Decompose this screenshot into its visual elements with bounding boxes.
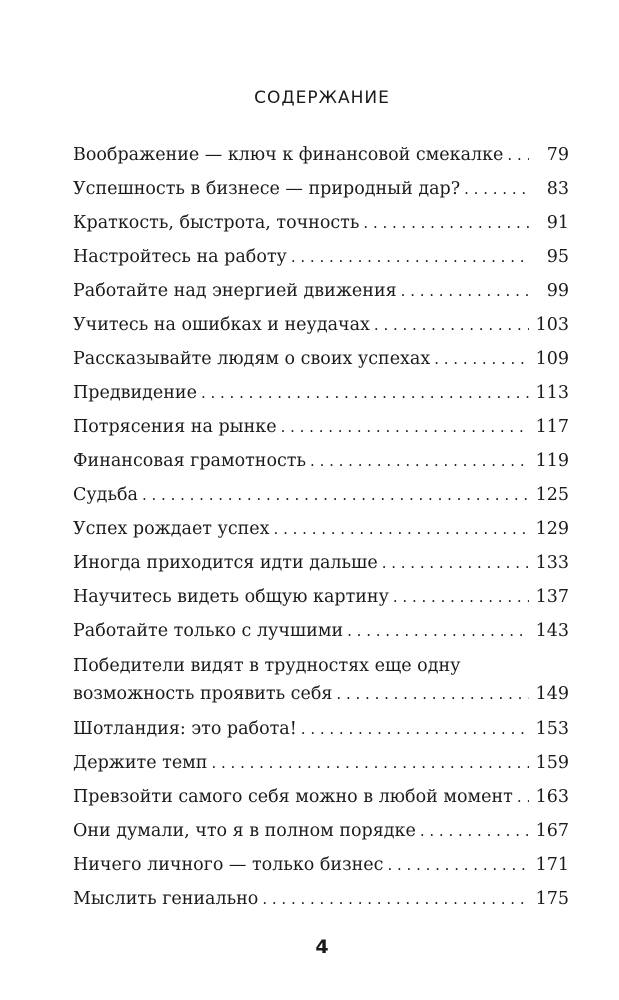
toc-entry-page: 133 <box>535 553 569 573</box>
leader-dots <box>401 274 529 308</box>
toc-entry-title: возможность проявить себя <box>73 680 336 708</box>
toc-entry-page: 95 <box>546 247 569 267</box>
toc-entry-title: Финансовая грамотность <box>73 444 310 478</box>
toc-entry <box>73 172 569 206</box>
toc-entry <box>73 882 569 916</box>
toc-entry-title: Краткость, быстрота, точность <box>73 206 363 240</box>
toc-entry-title: Потрясения на рынке <box>73 410 281 444</box>
toc-entry-page: 119 <box>535 451 569 471</box>
toc-entry <box>73 546 569 580</box>
toc-entry-title: Успех рождает успех <box>73 512 274 546</box>
toc-entry-title: Держите темп <box>73 746 211 780</box>
toc-entry-page: 129 <box>535 519 569 539</box>
leader-dots <box>434 342 529 376</box>
toc-entry <box>73 444 569 478</box>
leader-dots <box>507 138 529 172</box>
leader-dots <box>142 478 529 512</box>
toc-entry <box>73 478 569 512</box>
toc-entry-title: Воображение — ключ к финансовой смекалке <box>73 138 507 172</box>
toc-entry <box>73 746 569 780</box>
toc-entry <box>73 274 569 308</box>
toc-entry-title-line1: Победители видят в трудностях еще одну <box>73 656 461 676</box>
toc-entry-page: 125 <box>535 485 569 505</box>
toc-entry-title: Судьба <box>73 478 142 512</box>
toc-entry-title: Работайте только с лучшими <box>73 614 347 648</box>
toc-entry-page: 163 <box>535 787 569 807</box>
leader-dots <box>301 712 529 746</box>
leader-dots <box>420 814 529 848</box>
leader-dots <box>347 614 529 648</box>
toc-entry-page: 109 <box>535 349 569 369</box>
toc-entry <box>73 848 569 882</box>
leader-dots <box>363 206 529 240</box>
toc-entry-page: 113 <box>535 383 569 403</box>
toc-entry-title: Превзойти самого себя можно в любой момент <box>73 780 517 814</box>
toc-entry-title: Мыслить гениально <box>73 882 262 916</box>
toc-entry <box>73 138 569 172</box>
toc-entry-title: Учитесь на ошибках и неудачах <box>73 308 374 342</box>
leader-dots <box>387 848 529 882</box>
toc-entry-page: 99 <box>546 281 569 301</box>
toc-entry-title: Работайте над энергией движения <box>73 274 401 308</box>
toc-entry-title: Предвидение <box>73 376 201 410</box>
toc-entry <box>73 614 569 648</box>
leader-dots <box>336 680 529 708</box>
leader-dots <box>274 512 529 546</box>
toc-entry-page: 153 <box>535 719 569 739</box>
toc-entry-page: 167 <box>535 821 569 841</box>
toc-entry-page: 91 <box>546 213 569 233</box>
toc-entry-title: Они думали, что я в полном порядке <box>73 814 420 848</box>
toc-entry <box>73 814 569 848</box>
leader-dots <box>382 546 529 580</box>
leader-dots <box>374 308 529 342</box>
toc-entry <box>73 512 569 546</box>
toc-entry-title: Настройтесь на работу <box>73 240 291 274</box>
table-of-contents <box>73 138 569 916</box>
toc-entry-page: 83 <box>546 179 569 199</box>
toc-entry-page: 175 <box>535 889 569 909</box>
toc-entry-page: 171 <box>535 855 569 875</box>
toc-entry <box>73 206 569 240</box>
toc-entry-page: 137 <box>535 587 569 607</box>
toc-entry-page: 103 <box>535 315 569 335</box>
toc-entry-title: Иногда приходится идти дальше <box>73 546 382 580</box>
toc-entry-page: 159 <box>535 753 569 773</box>
toc-entry <box>73 652 569 710</box>
toc-entry-title: Научитесь видеть общую картину <box>73 580 393 614</box>
leader-dots <box>464 172 529 206</box>
page-title: СОДЕРЖАНИЕ <box>254 88 390 108</box>
toc-entry <box>73 342 569 376</box>
toc-entry-page: 79 <box>546 145 569 165</box>
toc-entry-title: Шотландия: это работа! <box>73 712 301 746</box>
toc-entry <box>73 712 569 746</box>
toc-entry-page: 149 <box>535 684 569 704</box>
toc-entry <box>73 376 569 410</box>
toc-entry <box>73 240 569 274</box>
leader-dots <box>262 882 529 916</box>
page-number: 4 <box>315 936 329 958</box>
toc-entry <box>73 780 569 814</box>
leader-dots <box>281 410 529 444</box>
toc-entry <box>73 308 569 342</box>
leader-dots <box>211 746 529 780</box>
toc-entry-title: Успешность в бизнесе — природный дар? <box>73 172 464 206</box>
toc-entry-page: 143 <box>535 621 569 641</box>
toc-entry <box>73 410 569 444</box>
toc-entry <box>73 580 569 614</box>
leader-dots <box>291 240 529 274</box>
toc-entry-title: Ничего личного — только бизнес <box>73 848 387 882</box>
leader-dots <box>517 780 529 814</box>
toc-entry-title: Рассказывайте людям о своих успехах <box>73 342 434 376</box>
toc-entry-page: 117 <box>535 417 569 437</box>
leader-dots <box>201 376 529 410</box>
leader-dots <box>310 444 529 478</box>
leader-dots <box>393 580 529 614</box>
